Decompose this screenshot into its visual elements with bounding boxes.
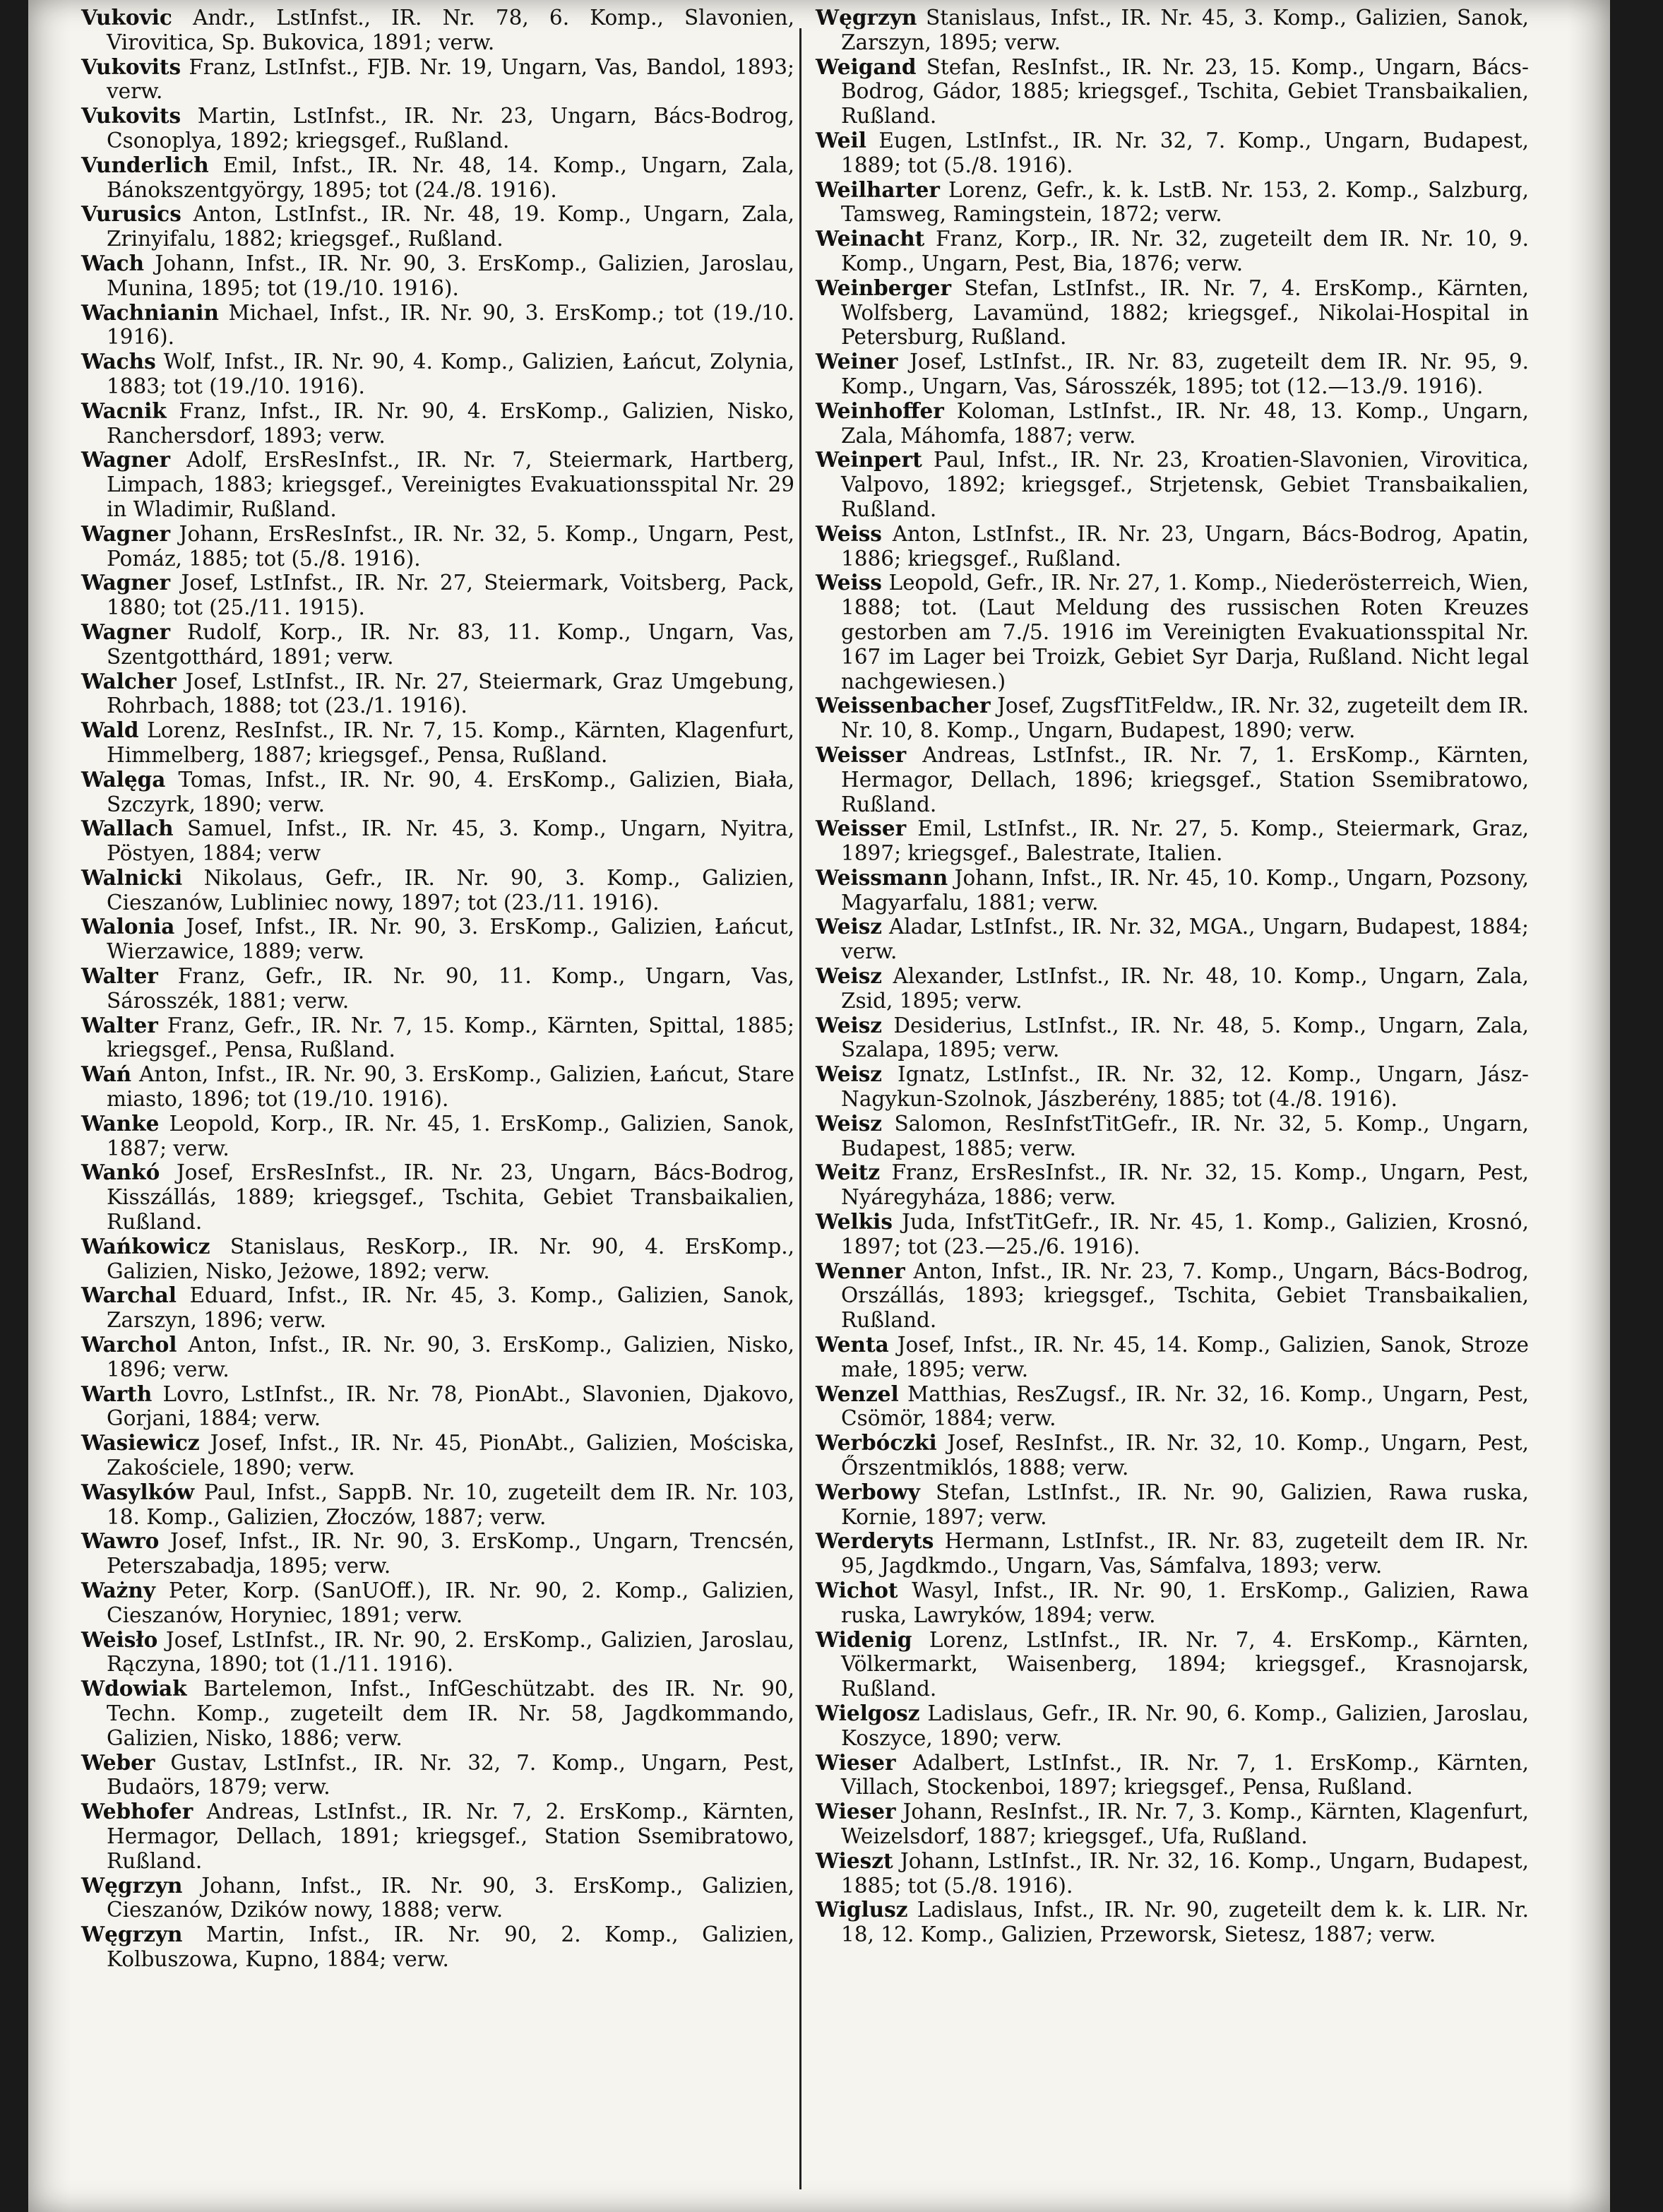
entry-surname: Węgrzyn xyxy=(81,1872,183,1898)
entry-surname: Weiner xyxy=(816,349,898,374)
entry-surname: Wań xyxy=(81,1062,132,1087)
list-item xyxy=(81,1578,794,1628)
list-item xyxy=(81,768,794,817)
list-item xyxy=(816,866,1529,915)
entry-surname: Weisło xyxy=(81,1627,158,1652)
list-item xyxy=(816,571,1529,694)
entry-surname: Weisz xyxy=(816,914,883,939)
entry-surname: Warth xyxy=(81,1381,153,1406)
entry-surname: Vunderlich xyxy=(81,152,209,177)
entry-details: Lorenz, LstInfst., IR. Nr. 7, 4. ErsKomp., Kärnten, Völkermarkt, Waisenberg, 1894; kriegsgef., Krasnojarsk, Rußland. xyxy=(841,1627,1529,1701)
entry-details: Stefan, LstInfst., IR. Nr. 7, 4. ErsKomp., Kärnten, Wolfsberg, Lavamünd, 1882; kriegsgef., Nikolai-Hospital in Petersburg, Rußland. xyxy=(841,275,1529,350)
list-item xyxy=(81,448,794,521)
entry-details: Josef, Infst., IR. Nr. 45, 14. Komp., Galizien, Sanok, Stroze małe, 1895; verw. xyxy=(841,1333,1529,1381)
entry-details: Josef, Infst., IR. Nr. 90, 3. ErsKomp., Galizien, Łańcut, Wierzawice, 1889; verw. xyxy=(107,915,794,964)
entry-surname: Ważny xyxy=(81,1578,156,1602)
list-item xyxy=(81,964,794,1013)
entry-surname: Vukovits xyxy=(81,54,181,79)
list-item xyxy=(816,129,1529,178)
entry-details: Franz, ErsResInfst., IR. Nr. 32, 15. Komp., Ungarn, Pest, Nyáregyháza, 1886; verw. xyxy=(841,1160,1529,1210)
entry-details: Ignatz, LstInfst., IR. Nr. 32, 12. Komp., Ungarn, Jász-Nagykun-Szolnok, Jászberény, 1885; tot (4./8. 1916). xyxy=(841,1062,1529,1112)
left-column xyxy=(81,6,794,1972)
entry-details: Josef, ResInfst., IR. Nr. 32, 10. Komp., Ungarn, Pest, Őrszentmiklós, 1888; verw. xyxy=(841,1431,1529,1480)
entry-surname: Wach xyxy=(81,250,145,275)
list-item xyxy=(81,522,794,571)
entry-surname: Wieser xyxy=(816,1799,896,1824)
entry-details: Peter, Korp. (SanUOff.), IR. Nr. 90, 2. Komp., Galizien, Cieszanów, Horyniec, 1891; verw. xyxy=(107,1578,794,1627)
list-item xyxy=(81,915,794,964)
entry-details: Adolf, ErsResInfst., IR. Nr. 7, Steiermark, Hartberg, Limpach, 1883; kriegsgef., Vereinigtes Evakuationsspital Nr. 29 in Wladimir, Rußland. xyxy=(107,448,794,521)
entry-details: Ladislaus, Gefr., IR. Nr. 90, 6. Komp., Galizien, Jaroslau, Koszyce, 1890; verw. xyxy=(841,1701,1529,1750)
list-item xyxy=(816,816,1529,866)
document-page xyxy=(28,0,1610,2212)
entry-details: Josef, LstInfst., IR. Nr. 27, Steiermark, Graz Umgebung, Rohrbach, 1888; tot (23./1. 1916). xyxy=(107,669,794,718)
entry-details: Martin, LstInfst., IR. Nr. 23, Ungarn, Bács-Bodrog, Csonoplya, 1892; kriegsgef., Rußland. xyxy=(107,104,794,153)
entry-surname: Wachs xyxy=(81,349,156,374)
entry-surname: Wanke xyxy=(81,1110,160,1136)
entry-surname: Werbowy xyxy=(816,1479,920,1504)
list-item xyxy=(816,1382,1529,1432)
entry-surname: Wagner xyxy=(81,619,171,644)
entry-details: Aladar, LstInfst., IR. Nr. 32, MGA., Ungarn, Budapest, 1884; verw. xyxy=(841,915,1529,964)
entry-surname: Webhofer xyxy=(81,1799,193,1824)
entry-surname: Wacnik xyxy=(81,398,167,423)
entry-details: Stefan, LstInfst., IR. Nr. 90, Galizien, Rawa ruska, Kornie, 1897; verw. xyxy=(841,1480,1529,1529)
entry-details: Johann, ErsResInfst., IR. Nr. 32, 5. Komp., Ungarn, Pest, Pomáz, 1885; tot (5./8. 1916). xyxy=(107,521,794,571)
list-item xyxy=(816,1800,1529,1849)
entry-surname: Weinpert xyxy=(816,447,922,472)
list-item xyxy=(81,1382,794,1432)
entry-details: Leopold, Korp., IR. Nr. 45, 1. ErsKomp., Galizien, Sanok, 1887; verw. xyxy=(107,1111,794,1160)
entry-details: Hermann, LstInfst., IR. Nr. 83, zugeteilt dem IR. Nr. 95, Jagdkmdo., Ungarn, Vas, Sámfalva, 1893; verw. xyxy=(841,1529,1529,1578)
list-item xyxy=(816,1112,1529,1161)
entry-surname: Weber xyxy=(81,1749,155,1775)
list-item xyxy=(816,1751,1529,1800)
list-item xyxy=(816,448,1529,521)
entry-surname: Wieszt xyxy=(816,1848,893,1873)
entry-details: Leopold, Gefr., IR. Nr. 27, 1. Komp., Niederösterreich, Wien, 1888; tot. (Laut Meldung des russischen Roten Kreuzes gestorben am 7./5. 1916 im Vereinigten Evakuationsspital Nr. 167 im Lager bei Troizk, Gebiet Syr Darja, Rußland. Nicht legal nachgewiesen.) xyxy=(841,571,1529,694)
entry-surname: Weigand xyxy=(816,54,917,79)
entry-details: Desiderius, LstInfst., IR. Nr. 48, 5. Komp., Ungarn, Zala, Szalapa, 1895; verw. xyxy=(841,1013,1530,1062)
entry-details: Johann, ResInfst., IR. Nr. 7, 3. Komp., Kärnten, Klagenfurt, Weizelsdorf, 1887; kriegsgef., Ufa, Rußland. xyxy=(841,1800,1529,1848)
right-column xyxy=(816,6,1529,1947)
entry-surname: Weisser xyxy=(816,816,907,841)
entry-details: Eugen, LstInfst., IR. Nr. 32, 7. Komp., Ungarn, Budapest, 1889; tot (5./8. 1916). xyxy=(841,128,1529,177)
entry-details: Anton, Infst., IR. Nr. 23, 7. Komp., Ungarn, Bács-Bodrog, Orszállás, 1893; kriegsgef., Tschita, Gebiet Transbaikalien, Rußland. xyxy=(841,1259,1529,1333)
entry-details: Wasyl, Infst., IR. Nr. 90, 1. ErsKomp., Galizien, Rawa ruska, Lawryków, 1894; verw. xyxy=(841,1578,1529,1627)
list-item xyxy=(816,694,1529,743)
entry-details: Franz, Infst., IR. Nr. 90, 4. ErsKomp., Galizien, Nisko, Ranchersdorf, 1893; verw. xyxy=(107,398,794,448)
entry-surname: Walonia xyxy=(81,914,175,939)
entry-details: Stanislaus, ResKorp., IR. Nr. 90, 4. ErsKomp., Galizien, Nisko, Jeżowe, 1892; verw. xyxy=(107,1234,794,1283)
entry-surname: Welkis xyxy=(816,1209,893,1235)
entry-surname: Weissmann xyxy=(816,864,948,890)
entry-surname: Wieser xyxy=(816,1749,896,1775)
list-item xyxy=(816,1529,1529,1578)
entry-surname: Wichot xyxy=(816,1578,898,1602)
list-item xyxy=(816,399,1529,448)
entry-details: Johann, Infst., IR. Nr. 45, 10. Komp., Ungarn, Pozsony, Magyarfalu, 1881; verw. xyxy=(841,865,1529,915)
list-item xyxy=(816,1333,1529,1382)
list-item xyxy=(81,1922,794,1972)
entry-surname: Wdowiak xyxy=(81,1676,187,1701)
entry-details: Paul, Infst., IR. Nr. 23, Kroatien-Slavonien, Virovitica, Valpovo, 1892; kriegsgef., Strjetensk, Gebiet Transbaikalien, Rußland. xyxy=(841,448,1529,521)
list-item xyxy=(81,104,794,153)
entry-details: Paul, Infst., SappB. Nr. 10, zugeteilt dem IR. Nr. 103, 18. Komp., Galizien, Złoczów, 1887; verw. xyxy=(107,1480,794,1529)
list-item xyxy=(816,1431,1529,1480)
list-item xyxy=(81,1062,794,1112)
list-item xyxy=(81,6,794,55)
entry-surname: Walęga xyxy=(81,766,166,792)
entry-surname: Weil xyxy=(816,127,866,153)
list-item xyxy=(81,1628,794,1677)
entry-surname: Węgrzyn xyxy=(816,5,917,30)
entry-details: Josef, Infst., IR. Nr. 45, PionAbt., Galizien, Mościska, Zakościele, 1890; verw. xyxy=(107,1431,794,1480)
list-item xyxy=(81,1235,794,1284)
list-item xyxy=(816,276,1529,350)
entry-details: Andreas, LstInfst., IR. Nr. 7, 1. ErsKomp., Kärnten, Hermagor, Dellach, 1896; kriegsgef., Station Ssemibratowo, Rußland. xyxy=(841,742,1529,816)
entry-details: Andreas, LstInfst., IR. Nr. 7, 2. ErsKomp., Kärnten, Hermagor, Dellach, 1891; kriegsgef., Station Ssemibratowo, Rußland. xyxy=(107,1800,794,1873)
entry-surname: Weissenbacher xyxy=(816,693,991,718)
entry-surname: Weisz xyxy=(816,1110,883,1136)
entry-details: Josef, LstInfst., IR. Nr. 27, Steiermark, Voitsberg, Pack, 1880; tot (25./11. 1915). xyxy=(107,571,794,620)
list-item xyxy=(81,1431,794,1480)
list-item xyxy=(81,1112,794,1161)
entry-details: Wolf, Infst., IR. Nr. 90, 4. Komp., Galizien, Łańcut, Zolynia, 1883; tot (19./10. 1916). xyxy=(107,350,794,398)
entry-surname: Werderyts xyxy=(816,1528,934,1554)
list-item xyxy=(816,350,1529,399)
entry-details: Rudolf, Korp., IR. Nr. 83, 11. Komp., Ungarn, Vas, Szentgotthárd, 1891; verw. xyxy=(107,619,794,669)
entry-surname: Weisser xyxy=(816,742,907,767)
entry-details: Bartelemon, Infst., InfGeschützabt. des IR. Nr. 90, Techn. Komp., zugeteilt dem IR. Nr. 58, Jagdkommando, Galizien, Nisko, 1886; verw. xyxy=(107,1677,794,1750)
entry-surname: Vukovits xyxy=(81,103,181,129)
entry-surname: Wagner xyxy=(81,521,171,546)
list-item xyxy=(81,1283,794,1333)
list-item xyxy=(816,6,1529,55)
entry-surname: Vukovic xyxy=(81,5,172,30)
list-item xyxy=(81,1529,794,1578)
entry-surname: Walter xyxy=(81,1012,158,1037)
entry-details: Franz, Gefr., IR. Nr. 90, 11. Komp., Ungarn, Vas, Sárosszék, 1881; verw. xyxy=(107,964,794,1013)
entry-details: Michael, Infst., IR. Nr. 90, 3. ErsKomp.; tot (19./10. 1916). xyxy=(107,300,794,350)
list-item xyxy=(81,1480,794,1530)
entry-surname: Weilharter xyxy=(816,177,940,202)
entry-details: Koloman, LstInfst., IR. Nr. 48, 13. Komp., Ungarn, Zala, Máhomfa, 1887; verw. xyxy=(841,398,1529,448)
entry-details: Stefan, ResInfst., IR. Nr. 23, 15. Komp., Ungarn, Bács-Bodrog, Gádor, 1885; kriegsgef., Tschita, Gebiet Transbaikalien, Rußland. xyxy=(841,54,1529,129)
entry-details: Johann, Infst., IR. Nr. 90, 3. ErsKomp., Galizien, Cieszanów, Dzików nowy, 1888; verw. xyxy=(107,1873,794,1922)
entry-surname: Weinacht xyxy=(816,226,925,251)
entry-details: Samuel, Infst., IR. Nr. 45, 3. Komp., Ungarn, Nyitra, Pöstyen, 1884; verw xyxy=(107,816,794,866)
entry-details: Anton, LstInfst., IR. Nr. 48, 19. Komp., Ungarn, Zala, Zrinyifalu, 1882; kriegsgef., Rußland. xyxy=(107,202,794,251)
entry-surname: Wald xyxy=(81,718,139,743)
list-item xyxy=(81,251,794,301)
entry-details: Andr., LstInfst., IR. Nr. 78, 6. Komp., Slavonien, Virovitica, Sp. Bukovica, 1891; verw. xyxy=(107,6,794,54)
entry-details: Franz, Gefr., IR. Nr. 7, 15. Komp., Kärnten, Spittal, 1885; kriegsgef., Pensa, Rußland. xyxy=(107,1013,794,1062)
entry-surname: Wańkowicz xyxy=(81,1233,210,1259)
entry-surname: Wallach xyxy=(81,816,174,841)
list-item xyxy=(81,202,794,251)
entry-details: Josef, Infst., IR. Nr. 90, 3. ErsKomp., Ungarn, Trencsén, Peterszabadja, 1895; verw. xyxy=(107,1529,794,1578)
entry-details: Emil, LstInfst., IR. Nr. 27, 5. Komp., Steiermark, Graz, 1897; kriegsgef., Balestrate, Italien. xyxy=(841,816,1529,866)
entry-surname: Wasiewicz xyxy=(81,1430,200,1456)
list-item xyxy=(81,866,794,915)
list-item xyxy=(816,1062,1529,1112)
entry-surname: Wenner xyxy=(816,1258,905,1283)
entry-surname: Warchol xyxy=(81,1332,177,1357)
list-item xyxy=(81,1013,794,1063)
entry-surname: Walcher xyxy=(81,668,177,694)
list-item xyxy=(81,350,794,399)
entry-details: Franz, LstInfst., FJB. Nr. 19, Ungarn, Vas, Bandol, 1893; verw. xyxy=(107,54,794,104)
list-item xyxy=(816,1210,1529,1259)
entry-details: Lovro, LstInfst., IR. Nr. 78, PionAbt., Slavonien, Djakovo, Gorjani, 1884; verw. xyxy=(107,1381,794,1431)
entry-surname: Walnicki xyxy=(81,864,183,890)
entry-surname: Weiss xyxy=(816,521,882,546)
list-item xyxy=(816,1849,1529,1898)
entry-surname: Weisz xyxy=(816,1012,883,1037)
entry-details: Josef, ErsResInfst., IR. Nr. 23, Ungarn, Bács-Bodrog, Kisszállás, 1889; kriegsgef., Tschita, Gebiet Transbaikalien, Rußland. xyxy=(107,1160,794,1235)
entry-details: Anton, Infst., IR. Nr. 90, 3. ErsKomp., Galizien, Nisko, 1896; verw. xyxy=(107,1333,794,1381)
list-item xyxy=(81,571,794,620)
entry-surname: Wankó xyxy=(81,1160,160,1185)
entry-details: Lorenz, Gefr., k. k. LstB. Nr. 153, 2. Komp., Salzburg, Tamsweg, Ramingstein, 1872; verw. xyxy=(841,177,1529,227)
column-divider xyxy=(799,28,801,2189)
entry-details: Eduard, Infst., IR. Nr. 45, 3. Komp., Galizien, Sanok, Zarszyn, 1896; verw. xyxy=(107,1283,794,1333)
list-item xyxy=(816,964,1529,1013)
entry-surname: Werbóczki xyxy=(816,1430,937,1456)
entry-surname: Weitz xyxy=(816,1160,881,1185)
entry-surname: Vurusics xyxy=(81,201,181,227)
entry-details: Johann, LstInfst., IR. Nr. 32, 16. Komp., Ungarn, Budapest, 1885; tot (5./8. 1916). xyxy=(841,1848,1529,1898)
list-item xyxy=(816,55,1529,129)
entry-details: Lorenz, ResInfst., IR. Nr. 7, 15. Komp., Kärnten, Klagenfurt, Himmelberg, 1887; kriegsgef., Pensa, Rußland. xyxy=(107,718,794,767)
entry-details: Franz, Korp., IR. Nr. 32, zugeteilt dem IR. Nr. 10, 9. Komp., Ungarn, Pest, Bia, 1876; verw. xyxy=(841,227,1529,275)
entry-surname: Weinhoffer xyxy=(816,398,944,423)
entry-details: Ladislaus, Infst., IR. Nr. 90, zugeteilt dem k. k. LIR. Nr. 18, 12. Komp., Galizien, Przeworsk, Sietesz, 1887; verw. xyxy=(841,1898,1529,1947)
list-item xyxy=(816,915,1529,964)
entry-surname: Wawro xyxy=(81,1528,160,1554)
entry-details: Stanislaus, Infst., IR. Nr. 45, 3. Komp., Galizien, Sanok, Zarszyn, 1895; verw. xyxy=(841,6,1529,54)
entry-surname: Weisz xyxy=(816,1062,883,1087)
entry-surname: Wenzel xyxy=(816,1381,899,1406)
list-item xyxy=(81,399,794,448)
entry-details: Gustav, LstInfst., IR. Nr. 32, 7. Komp., Ungarn, Pest, Budaörs, 1879; verw. xyxy=(107,1750,794,1800)
list-item xyxy=(816,1259,1529,1333)
list-item xyxy=(816,1628,1529,1701)
list-item xyxy=(81,1751,794,1800)
entry-details: Josef, ZugsfTitFeldw., IR. Nr. 32, zugeteilt dem IR. Nr. 10, 8. Komp., Ungarn, Budapest, 1890; verw. xyxy=(841,694,1529,743)
entry-surname: Wachnianin xyxy=(81,299,219,325)
entry-surname: Weisz xyxy=(816,963,883,989)
list-item xyxy=(81,718,794,768)
entry-details: Matthias, ResZugsf., IR. Nr. 32, 16. Komp., Ungarn, Pest, Csömör, 1884; verw. xyxy=(841,1381,1529,1431)
entry-surname: Widenig xyxy=(816,1627,912,1652)
entry-surname: Wielgosz xyxy=(816,1700,920,1725)
list-item xyxy=(81,301,794,350)
list-item xyxy=(816,1160,1529,1210)
entry-details: Alexander, LstInfst., IR. Nr. 48, 10. Komp., Ungarn, Zala, Zsid, 1895; verw. xyxy=(841,964,1529,1013)
list-item xyxy=(81,153,794,203)
list-item xyxy=(816,178,1529,227)
list-item xyxy=(816,1013,1529,1063)
list-item xyxy=(81,55,794,105)
list-item xyxy=(816,1898,1529,1947)
list-item xyxy=(81,1800,794,1873)
list-item xyxy=(816,522,1529,571)
entry-surname: Węgrzyn xyxy=(81,1922,183,1947)
entry-details: Josef, LstInfst., IR. Nr. 83, zugeteilt dem IR. Nr. 95, 9. Komp., Ungarn, Vas, Sárosszék, 1895; tot (12.—13./9. 1916). xyxy=(841,350,1529,398)
list-item xyxy=(816,1701,1529,1751)
entry-details: Emil, Infst., IR. Nr. 48, 14. Komp., Ungarn, Zala, Bánokszentgyörgy, 1895; tot (24./8. 1916). xyxy=(107,153,794,202)
entry-surname: Wasylków xyxy=(81,1479,195,1504)
list-item xyxy=(816,743,1529,816)
list-item xyxy=(816,1480,1529,1530)
entry-details: Josef, LstInfst., IR. Nr. 90, 2. ErsKomp., Galizien, Jaroslau, Rączyna, 1890; tot (1./11. 1916). xyxy=(107,1627,794,1677)
entry-surname: Walter xyxy=(81,963,158,989)
entry-surname: Weinberger xyxy=(816,275,952,300)
entry-details: Martin, Infst., IR. Nr. 90, 2. Komp., Galizien, Kolbuszowa, Kupno, 1884; verw. xyxy=(107,1922,794,1971)
list-item xyxy=(81,1160,794,1234)
entry-details: Tomas, Infst., IR. Nr. 90, 4. ErsKomp., Galizien, Biała, Szczyrk, 1890; verw. xyxy=(107,767,794,816)
list-item xyxy=(81,816,794,866)
entry-surname: Weiss xyxy=(816,570,882,595)
list-item xyxy=(81,1677,794,1750)
list-item xyxy=(816,1578,1529,1628)
entry-surname: Warchal xyxy=(81,1283,177,1308)
entry-details: Salomon, ResInfstTitGefr., IR. Nr. 32, 5. Komp., Ungarn, Budapest, 1885; verw. xyxy=(841,1111,1529,1160)
list-item xyxy=(816,227,1529,276)
entry-surname: Wagner xyxy=(81,447,171,472)
entry-surname: Wiglusz xyxy=(816,1897,908,1922)
list-item xyxy=(81,620,794,670)
entry-details: Anton, Infst., IR. Nr. 90, 3. ErsKomp., Galizien, Łańcut, Stare miasto, 1896; tot (19./10. 1916). xyxy=(107,1062,794,1112)
entry-details: Juda, InfstTitGefr., IR. Nr. 45, 1. Komp., Galizien, Krosnó, 1897; tot (23.—25./6. 1916). xyxy=(841,1210,1529,1259)
entry-details: Johann, Infst., IR. Nr. 90, 3. ErsKomp., Galizien, Jaroslau, Munina, 1895; tot (19./10. 1916). xyxy=(107,251,794,300)
entry-surname: Wenta xyxy=(816,1332,889,1357)
entry-surname: Wagner xyxy=(81,570,171,595)
list-item xyxy=(81,1874,794,1923)
entry-details: Anton, LstInfst., IR. Nr. 23, Ungarn, Bács-Bodrog, Apatin, 1886; kriegsgef., Rußland. xyxy=(841,521,1529,571)
entry-details: Nikolaus, Gefr., IR. Nr. 90, 3. Komp., Galizien, Cieszanów, Lubliniec nowy, 1897; tot (23./11. 1916). xyxy=(107,865,794,915)
list-item xyxy=(81,1333,794,1382)
list-item xyxy=(81,670,794,719)
entry-details: Adalbert, LstInfst., IR. Nr. 7, 1. ErsKomp., Kärnten, Villach, Stockenboi, 1897; kriegsgef., Pensa, Rußland. xyxy=(841,1750,1529,1800)
